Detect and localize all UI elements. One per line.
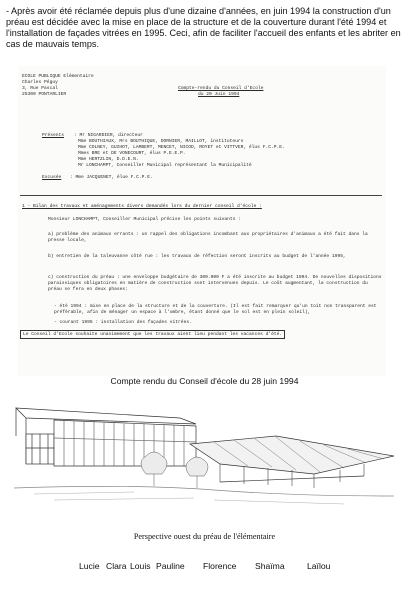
student-name: Shaïma — [255, 561, 285, 571]
presents-line: : Mr NIGARDIER, directeur — [74, 133, 143, 138]
student-name: Clara — [106, 561, 127, 571]
student-name: Lucie — [79, 561, 100, 571]
presents-line: Mme HERTZLIN, D.D.E.N. — [78, 157, 139, 162]
report-caption: Compte rendu du Conseil d'école du 28 juin 1994 — [110, 376, 299, 386]
report-title: Compte-rendu du Conseil d'Ecole — [178, 86, 264, 91]
presents-line: Mmes BRE et DE VONECOURT, élus P.E.E.P. — [78, 151, 186, 156]
point-b: b) entretien de la taleuvanne côté rue : les travaux de réfection seront inscrits au budget de l'année 1995, — [48, 254, 346, 259]
intro-paragraph: - Après avoir été réclamée depuis plus d'une dizaine d'années, en juin 1994 la construction d'un préau est décidée avec la mise en place de la structure et de la couverture durant l'été 1994 et l'installation de façades vitrées en 1995. Ceci, afin de faciliter l'accueil des enfants et les abriter en cas de mauvais temps. — [6, 6, 401, 49]
point-c-phase1: - été 1994 : mise en place de la structure et de la couverture. (Il est fait remarquer qu'un toit non transparent est préférable, afin de ménager un espace à l'ombre, étant donné que le sol est en plein soleil), — [54, 304, 377, 316]
student-name: Laïlou — [307, 561, 331, 571]
school-line: 25300 PONTARLIER — [22, 92, 67, 97]
scanned-report — [18, 66, 386, 376]
boxed-note: Le Conseil d'Ecole souhaite unanimement que les travaux aient lieu pendant les vacances d'été. — [20, 330, 285, 339]
excuses-label: Excusée — [42, 175, 62, 180]
preau-sketch-illustration — [14, 404, 394, 516]
point-c-phase2: - courant 1995 : installation des façades vitrées. — [54, 320, 192, 325]
presents-line: Mme COLNEY, GUIHOT, LAMBERT, MENCET, NICOD, ROYET et VITTVER, élus F.C.P.E. — [78, 145, 285, 150]
student-name: Louis — [130, 561, 151, 571]
school-line: ECOLE PUBLIQUE Elémentaire — [22, 74, 94, 79]
student-names — [0, 561, 409, 573]
presents-line: Mme BOUTHIAUX, Mrs BOUTHIQUE, DORNIER, MAILLOT, instituteurs — [78, 139, 244, 144]
sketch-caption: Perspective ouest du préau de l'élémentaire — [133, 532, 276, 541]
presents-line: Mr LONCHAMPT, Conseiller Municipal représentant la Municipalité — [78, 163, 252, 168]
student-name: Florence — [203, 561, 237, 571]
report-date: du 20 Juin 1994 — [198, 92, 240, 97]
section-title: 1 - Bilan des travaux et aménagements divers demandés lors du dernier conseil d'école : — [22, 204, 262, 209]
school-line: 3, Rue Pascal — [22, 86, 58, 91]
divider — [20, 195, 382, 196]
school-line: Charles Péguy — [22, 80, 58, 85]
student-name: Pauline — [156, 561, 185, 571]
point-a: a) problème des animaux errants : un rappel des obligations incombant aux propriétaires d'animaux a été fait dans la presse locale, — [48, 232, 368, 244]
point-c: c) construction du préau : une enveloppe budgétaire de 300.000 F a été inscrite au budget 1994. De nouvelles dispositions paraissiques obligatoires en matière de construction sont intervenues depuis. Le coût augmentant, la construction du préau se fera en deux phases: — [48, 275, 382, 293]
intro-line: Monsieur LONCHAMPT, Conseiller Municipal précise les points suivants : — [48, 217, 241, 222]
presents-label: Présents — [42, 133, 65, 138]
excuses-text: : Mme JACQUENET, élue F.C.P.E. — [70, 175, 153, 180]
